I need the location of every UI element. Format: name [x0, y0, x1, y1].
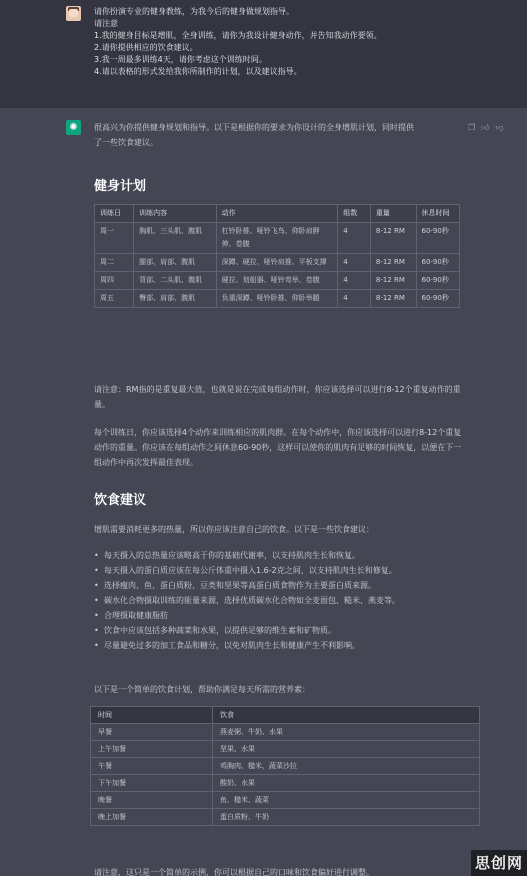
user-avatar — [66, 6, 81, 21]
table-cell: 晚餐 — [91, 792, 213, 809]
table-header-cell: 训练日 — [95, 205, 134, 223]
table-header-row — [91, 707, 480, 724]
diet-plan-table — [90, 706, 480, 826]
table-cell: 4 — [338, 290, 371, 308]
table-cell: 午餐 — [91, 758, 213, 775]
diet-heading: 饮食建议 — [94, 493, 147, 508]
table-cell: 周一 — [95, 223, 134, 254]
table-cell: 深蹲、硬拉、哑铃肩推、平板支撑 — [216, 254, 338, 272]
table-cell: 胸肌、三头肌、腹肌 — [134, 223, 217, 254]
diet-plan-intro: 以下是一个简单的饮食计划，帮助你满足每天所需的营养素： — [94, 685, 310, 694]
table-cell: 臀部、肩部、腹肌 — [134, 290, 217, 308]
list-item: • 碳水化合物摄取训练的能量来源，选择优质碳水化合物如全麦面包、糙米、燕麦等。 — [94, 593, 466, 608]
table-cell: 燕麦粥、牛奶、水果 — [213, 724, 480, 741]
list-item: • 合理摄取健康脂肪 — [94, 608, 466, 623]
thumbs-up-icon[interactable]: 👍︎ — [481, 123, 490, 132]
table-row — [95, 272, 460, 290]
intro-line: 了一些饮食建议。 — [94, 138, 158, 147]
table-cell: 鸡胸肉、糙米、蔬菜沙拉 — [213, 758, 480, 775]
user-line: 2.请你提供相应的饮食建议。 — [94, 43, 198, 52]
table-header-cell: 组数 — [338, 205, 371, 223]
table-cell: 周四 — [95, 272, 134, 290]
table-header-cell: 动作 — [216, 205, 338, 223]
table-row — [91, 809, 480, 826]
watermark-text: 思创网 — [474, 854, 523, 872]
closing-note: 请注意，这只是一个简单的示例，你可以根据自己的口味和饮食偏好进行调整。 — [94, 868, 374, 876]
list-item: • 选择瘦肉、鱼、蛋白质粉、豆类和坚果等高蛋白质食物作为主要蛋白质来源。 — [94, 578, 466, 593]
user-line: 请你扮演专业的健身教练，为我今后的健身做规划指导。 — [94, 7, 294, 16]
table-row — [95, 223, 460, 254]
user-line: 1.我的健身目标是增肌，全身训练，请你为我设计健身动作，并告知我动作要领。 — [94, 31, 382, 40]
message-actions — [468, 122, 504, 135]
intro-line: 很高兴为你提供健身规划和指导。以下是根据你的要求为你设计的全身增肌计划，同时提供 — [94, 123, 414, 132]
list-item: • 饮食中应该包括多种蔬菜和水果，以提供足够的维生素和矿物质。 — [94, 623, 466, 638]
diet-tips-list — [94, 548, 466, 653]
table-cell: 负重深蹲、哑铃卧推、仰卧举腿 — [216, 290, 338, 308]
table-cell: 4 — [338, 254, 371, 272]
table-cell: 周五 — [95, 290, 134, 308]
table-row — [91, 741, 480, 758]
table-cell: 坚果、水果 — [213, 741, 480, 758]
copy-icon[interactable]: ❐ — [468, 123, 476, 132]
table-row — [91, 758, 480, 775]
table-cell: 60-90秒 — [416, 272, 460, 290]
table-cell: 4 — [338, 223, 371, 254]
table-cell: 8-12 RM — [370, 272, 416, 290]
openai-logo-icon: ✺ — [66, 120, 81, 135]
table-cell: 蛋白质粉、牛奶 — [213, 809, 480, 826]
assistant-message — [0, 108, 527, 876]
user-message-text — [94, 6, 474, 78]
table-cell: 8-12 RM — [370, 254, 416, 272]
watermark-logo — [471, 850, 527, 876]
training-day-note: 每个训练日，你应该选择4个动作来训练相应的肌肉群。在每个动作中，你应该选择可以进行8-12个重复动作的重量。你应该在每组动作之间休息60-90秒，这样可以使你的肌肉有足够的时间恢复，以便在下一组动作中再次发挥最佳表现。 — [94, 428, 462, 467]
table-cell: 8-12 RM — [370, 290, 416, 308]
user-line: 3.我一周最多训练4天，请你考虑这个训练时间。 — [94, 55, 267, 64]
table-cell: 腿部、肩部、腹肌 — [134, 254, 217, 272]
table-header-cell: 休息时间 — [416, 205, 460, 223]
rm-note: 请注意：RM指的是重复最大值，也就是说在完成每组动作时，你应该选择可以进行8-12个重复动作的重量。 — [94, 385, 461, 409]
assistant-message-content — [94, 120, 466, 876]
table-cell: 鱼、糙米、蔬菜 — [213, 792, 480, 809]
diet-intro: 增肌需要消耗更多的热量，所以你应该注意自己的饮食。以下是一些饮食建议： — [94, 525, 374, 534]
table-row — [91, 792, 480, 809]
table-cell: 上午加餐 — [91, 741, 213, 758]
table-cell: 背部、二头肌、腹肌 — [134, 272, 217, 290]
table-row — [95, 254, 460, 272]
table-cell: 硬拉、划船器、哑铃弯举、卷腹 — [216, 272, 338, 290]
table-header-row — [95, 205, 460, 223]
plan-heading: 健身计划 — [94, 179, 147, 194]
thumbs-down-icon[interactable]: 👎︎ — [495, 123, 504, 132]
table-cell: 60-90秒 — [416, 223, 460, 254]
table-cell: 酸奶、水果 — [213, 775, 480, 792]
list-item: • 每天摄入的蛋白质应该在每公斤体重中摄入1.6-2克之间，以支持肌肉生长和修复。 — [94, 563, 466, 578]
table-cell: 杠铃卧推、哑铃飞鸟、仰卧肩胛伸、卷腹 — [216, 223, 338, 254]
table-row — [95, 290, 460, 308]
list-item: • 每天摄入的总热量应该略高于你的基础代谢率，以支持肌肉生长和恢复。 — [94, 548, 466, 563]
table-row — [91, 724, 480, 741]
intro-paragraph — [94, 120, 466, 150]
table-cell: 下午加餐 — [91, 775, 213, 792]
table-header-cell: 饮食 — [213, 707, 480, 724]
table-cell: 60-90秒 — [416, 254, 460, 272]
table-cell: 8-12 RM — [370, 223, 416, 254]
user-line: 4.请以表格的形式发给我你所制作的计划，以及建议指导。 — [94, 67, 302, 76]
workout-plan-table — [94, 204, 460, 308]
user-line: 请注意 — [94, 19, 118, 28]
table-row — [91, 775, 480, 792]
list-item: • 尽量避免过多的加工食品和糖分，以免对肌肉生长和健康产生不利影响。 — [94, 638, 466, 653]
table-cell: 周二 — [95, 254, 134, 272]
table-header-cell: 时间 — [91, 707, 213, 724]
table-cell: 早餐 — [91, 724, 213, 741]
user-message — [0, 0, 527, 108]
table-header-cell: 训练内容 — [134, 205, 217, 223]
table-header-cell: 重量 — [370, 205, 416, 223]
table-cell: 4 — [338, 272, 371, 290]
table-cell: 60-90秒 — [416, 290, 460, 308]
table-cell: 晚上加餐 — [91, 809, 213, 826]
